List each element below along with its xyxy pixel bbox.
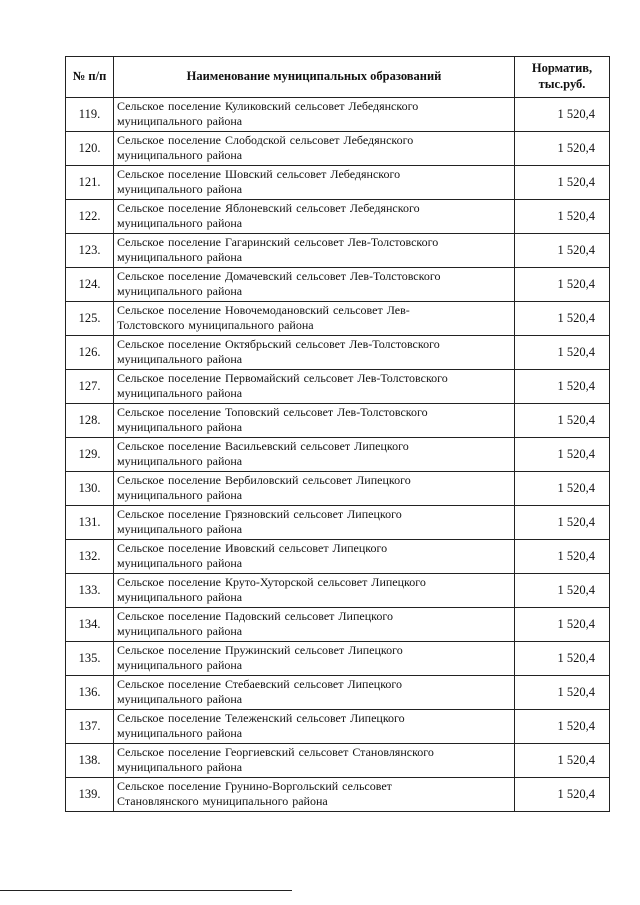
header-name: Наименование муниципальных образований xyxy=(114,57,515,98)
table-row xyxy=(66,370,610,404)
table-header xyxy=(66,57,610,98)
normative-value: 1 520,4 xyxy=(515,302,610,336)
row-number: 128. xyxy=(66,404,114,438)
municipality-name: Сельское поселение Грязновский сельсовет Липецкого муниципального района xyxy=(114,506,515,540)
footnote-separator xyxy=(0,890,292,891)
row-number: 131. xyxy=(66,506,114,540)
row-number: 123. xyxy=(66,234,114,268)
header-normative: Норматив, тыс.руб. xyxy=(515,57,610,98)
table-row xyxy=(66,710,610,744)
table-row xyxy=(66,574,610,608)
header-number: № п/п xyxy=(66,57,114,98)
normative-value: 1 520,4 xyxy=(515,778,610,812)
row-number: 132. xyxy=(66,540,114,574)
row-number: 138. xyxy=(66,744,114,778)
normative-value: 1 520,4 xyxy=(515,404,610,438)
table-row xyxy=(66,438,610,472)
row-number: 120. xyxy=(66,132,114,166)
municipality-name: Сельское поселение Гагаринский сельсовет Лев-Толстовского муниципального района xyxy=(114,234,515,268)
normatives-table xyxy=(65,56,610,812)
normative-value: 1 520,4 xyxy=(515,132,610,166)
municipality-name: Сельское поселение Топовский сельсовет Лев-Толстовского муниципального района xyxy=(114,404,515,438)
row-number: 135. xyxy=(66,642,114,676)
municipality-name: Сельское поселение Домачевский сельсовет Лев-Толстовского муниципального района xyxy=(114,268,515,302)
normative-value: 1 520,4 xyxy=(515,336,610,370)
row-number: 127. xyxy=(66,370,114,404)
table-row xyxy=(66,268,610,302)
municipality-name: Сельское поселение Васильевский сельсовет Липецкого муниципального района xyxy=(114,438,515,472)
row-number: 124. xyxy=(66,268,114,302)
row-number: 119. xyxy=(66,98,114,132)
municipality-name: Сельское поселение Стебаевский сельсовет Липецкого муниципального района xyxy=(114,676,515,710)
table-row xyxy=(66,302,610,336)
row-number: 130. xyxy=(66,472,114,506)
table-row xyxy=(66,132,610,166)
municipality-name: Сельское поселение Тележенский сельсовет Липецкого муниципального района xyxy=(114,710,515,744)
normative-value: 1 520,4 xyxy=(515,710,610,744)
table-row xyxy=(66,404,610,438)
table-row xyxy=(66,200,610,234)
row-number: 136. xyxy=(66,676,114,710)
row-number: 137. xyxy=(66,710,114,744)
row-number: 125. xyxy=(66,302,114,336)
municipality-name: Сельское поселение Ивовский сельсовет Липецкого муниципального района xyxy=(114,540,515,574)
row-number: 129. xyxy=(66,438,114,472)
municipality-name: Сельское поселение Первомайский сельсовет Лев-Толстовского муниципального района xyxy=(114,370,515,404)
table-row xyxy=(66,676,610,710)
row-number: 126. xyxy=(66,336,114,370)
table-row xyxy=(66,506,610,540)
municipality-name: Сельское поселение Георгиевский сельсовет Становлянского муниципального района xyxy=(114,744,515,778)
municipality-name: Сельское поселение Вербиловский сельсовет Липецкого муниципального района xyxy=(114,472,515,506)
normative-value: 1 520,4 xyxy=(515,676,610,710)
normative-value: 1 520,4 xyxy=(515,574,610,608)
normative-value: 1 520,4 xyxy=(515,200,610,234)
table-row xyxy=(66,166,610,200)
municipality-name: Сельское поселение Шовский сельсовет Лебедянского муниципального района xyxy=(114,166,515,200)
normative-value: 1 520,4 xyxy=(515,472,610,506)
normative-value: 1 520,4 xyxy=(515,98,610,132)
municipality-name: Сельское поселение Падовский сельсовет Липецкого муниципального района xyxy=(114,608,515,642)
normative-value: 1 520,4 xyxy=(515,166,610,200)
normative-value: 1 520,4 xyxy=(515,506,610,540)
municipality-name: Сельское поселение Круто-Хуторской сельсовет Липецкого муниципального района xyxy=(114,574,515,608)
row-number: 134. xyxy=(66,608,114,642)
municipality-name: Сельское поселение Октябрьский сельсовет Лев-Толстовского муниципального района xyxy=(114,336,515,370)
normative-value: 1 520,4 xyxy=(515,268,610,302)
normative-value: 1 520,4 xyxy=(515,540,610,574)
municipality-name: Сельское поселение Пружинский сельсовет Липецкого муниципального района xyxy=(114,642,515,676)
municipality-name: Сельское поселение Слободской сельсовет Лебедянского муниципального района xyxy=(114,132,515,166)
municipality-name: Сельское поселение Куликовский сельсовет Лебедянского муниципального района xyxy=(114,98,515,132)
normative-value: 1 520,4 xyxy=(515,744,610,778)
table-row xyxy=(66,472,610,506)
normative-value: 1 520,4 xyxy=(515,438,610,472)
table-row xyxy=(66,642,610,676)
municipality-name: Сельское поселение Грунино-Воргольский сельсовет Становлянского муниципального района xyxy=(114,778,515,812)
table-row xyxy=(66,778,610,812)
table-row xyxy=(66,744,610,778)
row-number: 121. xyxy=(66,166,114,200)
normative-value: 1 520,4 xyxy=(515,234,610,268)
normative-value: 1 520,4 xyxy=(515,370,610,404)
table-body xyxy=(66,98,610,812)
normative-value: 1 520,4 xyxy=(515,642,610,676)
row-number: 122. xyxy=(66,200,114,234)
header-row xyxy=(66,57,610,98)
table-row xyxy=(66,540,610,574)
normative-value: 1 520,4 xyxy=(515,608,610,642)
table-row xyxy=(66,608,610,642)
table-row xyxy=(66,98,610,132)
table-row xyxy=(66,234,610,268)
row-number: 133. xyxy=(66,574,114,608)
table-row xyxy=(66,336,610,370)
row-number: 139. xyxy=(66,778,114,812)
municipality-name: Сельское поселение Яблоневский сельсовет Лебедянского муниципального района xyxy=(114,200,515,234)
municipality-name: Сельское поселение Новочемодановский сельсовет Лев- Толстовского муниципального района xyxy=(114,302,515,336)
